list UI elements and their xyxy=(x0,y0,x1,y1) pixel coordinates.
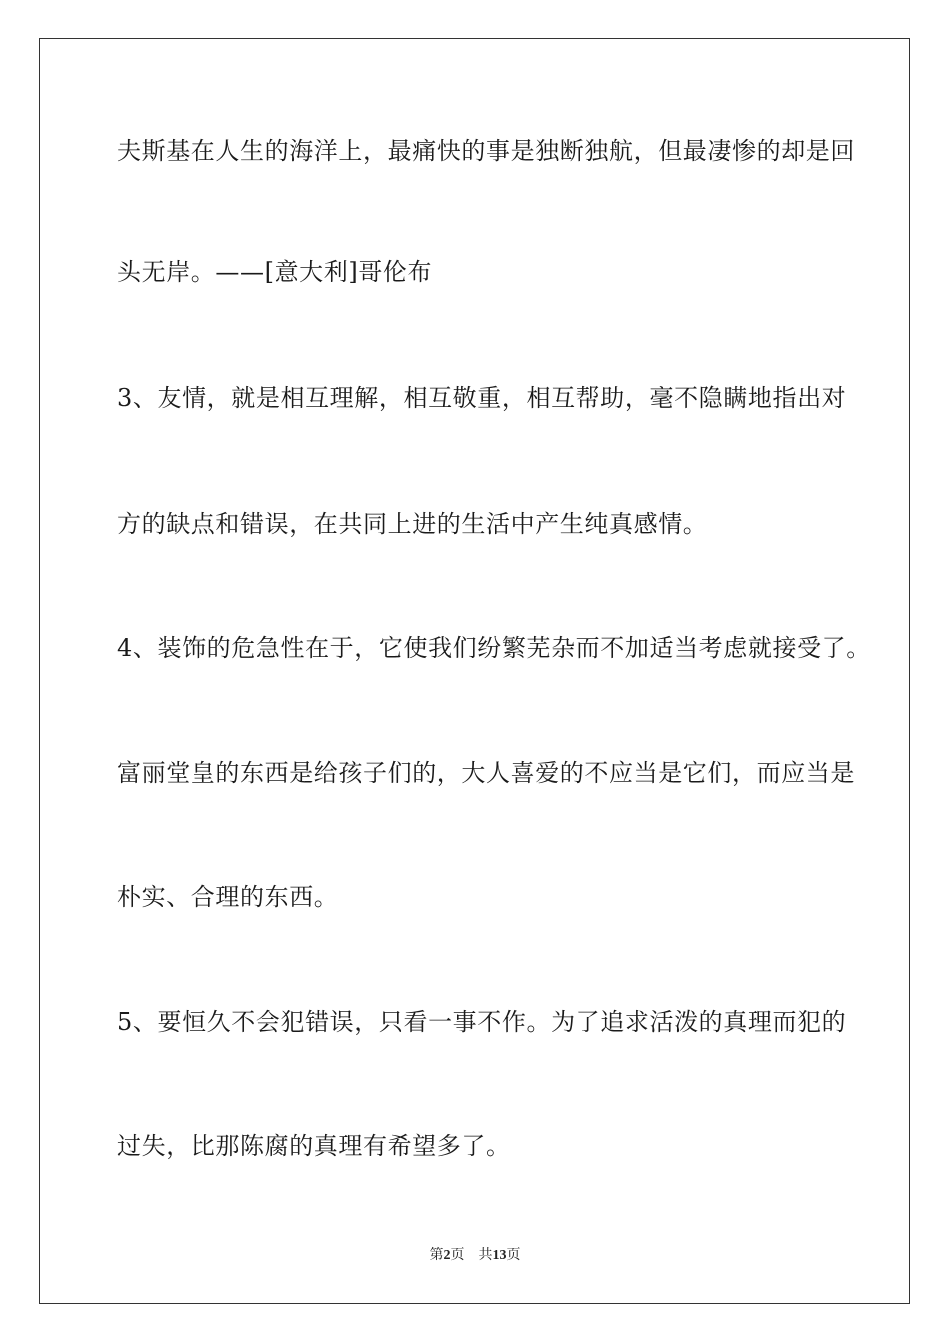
text-line-3: 3、友情，就是相互理解，相互敬重，相互帮助，毫不隐瞒地指出对 xyxy=(117,384,847,412)
text-line-2: 头无岸。——[意大利]哥伦布 xyxy=(117,258,433,286)
text-line-6: 富丽堂皇的东西是给孩子们的，大人喜爱的不应当是它们，而应当是 xyxy=(117,759,855,787)
text-line-9: 过失，比那陈腐的真理有希望多了。 xyxy=(117,1132,511,1160)
page-footer xyxy=(0,1247,950,1265)
page-number: 2 xyxy=(443,1248,451,1263)
total-suffix: 页 xyxy=(506,1248,521,1263)
text-line-8: 5、要恒久不会犯错误，只看一事不作。为了追求活泼的真理而犯的 xyxy=(117,1008,847,1036)
page-border xyxy=(39,38,910,1304)
text-line-4: 方的缺点和错误，在共同上进的生活中产生纯真感情。 xyxy=(117,510,708,538)
text-line-1: 夫斯基在人生的海洋上，最痛快的事是独断独航，但最凄惨的却是回 xyxy=(117,137,855,165)
text-line-5: 4、装饰的危急性在于，它使我们纷繁芜杂而不加适当考虑就接受了。 xyxy=(117,634,871,662)
total-pages: 13 xyxy=(492,1248,507,1263)
page-suffix: 页 xyxy=(450,1248,465,1263)
page-prefix: 第 xyxy=(429,1248,444,1263)
text-line-7: 朴实、合理的东西。 xyxy=(117,883,339,911)
total-prefix: 共 xyxy=(478,1248,493,1263)
